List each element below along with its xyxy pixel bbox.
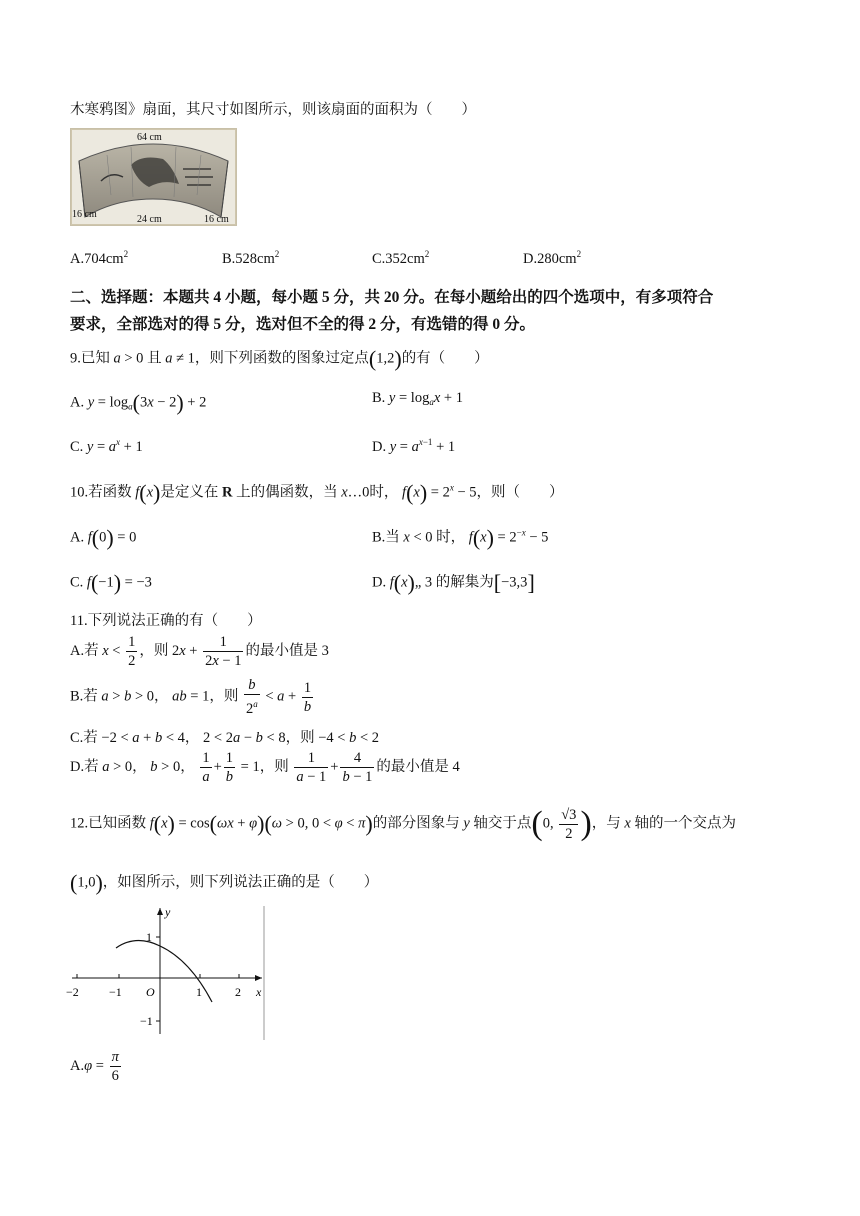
q8-option-b: $B.528cm^2$ <box>222 249 280 267</box>
q8-option-c: $C.352cm^2$ <box>372 249 430 267</box>
q12-stem-line1: 12.已知函数 f(x) = cos(ωx + φ)(ω > 0, 0 < φ < π)的部分图象与 y 轴交于点(0, $\frac{√3}{2}$ )，与 x 轴的一个交点为 <box>70 805 736 842</box>
fan-label-right: 16 cm <box>204 214 229 225</box>
q10-option-c: C. f(−1) = −3 <box>70 570 152 595</box>
q9-option-c: C. $y = a^x + 1$ <box>70 437 143 455</box>
graph-label-y: y <box>165 906 171 919</box>
q9-option-b: B. $y = \log_ax + 1$ <box>372 390 463 407</box>
fan-painting-figure <box>70 128 237 226</box>
q9-option-a: A. $y = \log_a(3x - 2) + 2$ <box>70 390 207 415</box>
q12-stem-line2: (1,0)，如图所示，则下列说法正确的是（ ） <box>70 870 379 895</box>
section2-line1: 二、选择题：本题共 4 小题，每小题 5 分，共 20 分。在每小题给出的四个选项中，有多项符合 <box>70 289 714 306</box>
q11-stem: 11.下列说法正确的有（ ） <box>70 613 262 629</box>
graph-label-origin: O <box>146 985 155 999</box>
fan-label-left: 16 cm <box>72 209 97 220</box>
q11-option-b: B.若 a > b > 0， ab = 1，则 $\frac{b}{2^a}$ < a + $\frac{1}{b}$ <box>70 677 312 717</box>
q8-stem-tail: 木寒鸦图》扇面，其尺寸如图所示，则该扇面的面积为（ ） <box>70 102 476 118</box>
q11-option-a: A.若 x < $\frac{1}{2}$ ，则 2x + $\frac{1}{2x - 1}$ 的最小值是 3 <box>70 634 329 669</box>
q12-function-graph <box>64 906 270 1040</box>
fan-label-top: 64 cm <box>137 132 162 143</box>
fan-label-center: 24 cm <box>137 214 162 225</box>
q10-stem: 10.若函数 f(x)是定义在 R 上的偶函数，当 x…0时， $f(x) = 2^x - 5$，则（ ） <box>70 480 564 505</box>
q9-stem: 9.已知 a > 0 且 a ≠ 1，则下列函数的图象过定点(1,2)的有（ ） <box>70 346 489 371</box>
q11-option-d: D.若 a > 0， b > 0， $\frac{1}{a}$ + $\frac{1}{b}$ = 1，则 $\frac{1}{a - 1}$ + $\frac{4}{b - 1}$ 的最小值是 4 <box>70 750 460 785</box>
q10-option-b: B.当 x < 0 时， $f(x) = 2^{-x} - 5$ <box>372 525 549 550</box>
fan-painting-svg <box>71 129 236 225</box>
section2-line2: 要求，全部选对的得 5 分，选对但不全的得 2 分，有选错的得 0 分。 <box>70 316 536 333</box>
q12-graph-svg <box>64 906 270 1040</box>
graph-label-x-one: 1 <box>196 985 202 999</box>
q10-option-d: D. f(x)„ 3 的解集为[−3,3] <box>372 570 535 595</box>
graph-label-x: x <box>256 985 262 999</box>
q9-option-d: D. $y = a^{x-1} + 1$ <box>372 437 456 455</box>
graph-label-x-neg-one: −1 <box>109 985 122 999</box>
graph-label-y-one: 1 <box>146 930 152 944</box>
q8-option-a: $A.704cm^2$ <box>70 249 129 267</box>
graph-label-x-two: 2 <box>235 985 241 999</box>
graph-label-x-neg-two: −2 <box>66 985 79 999</box>
q10-option-a: A. f(0) = 0 <box>70 525 137 550</box>
q8-option-d: $D.280cm^2$ <box>523 249 582 267</box>
graph-label-y-neg-one: −1 <box>140 1014 153 1028</box>
q12-option-a: A.φ = $\frac{\pi}{6}$ <box>70 1049 119 1084</box>
q11-option-c: C.若 −2 < a + b < 4， 2 < 2a − b < 8，则 −4 < b < 2 <box>70 730 379 746</box>
